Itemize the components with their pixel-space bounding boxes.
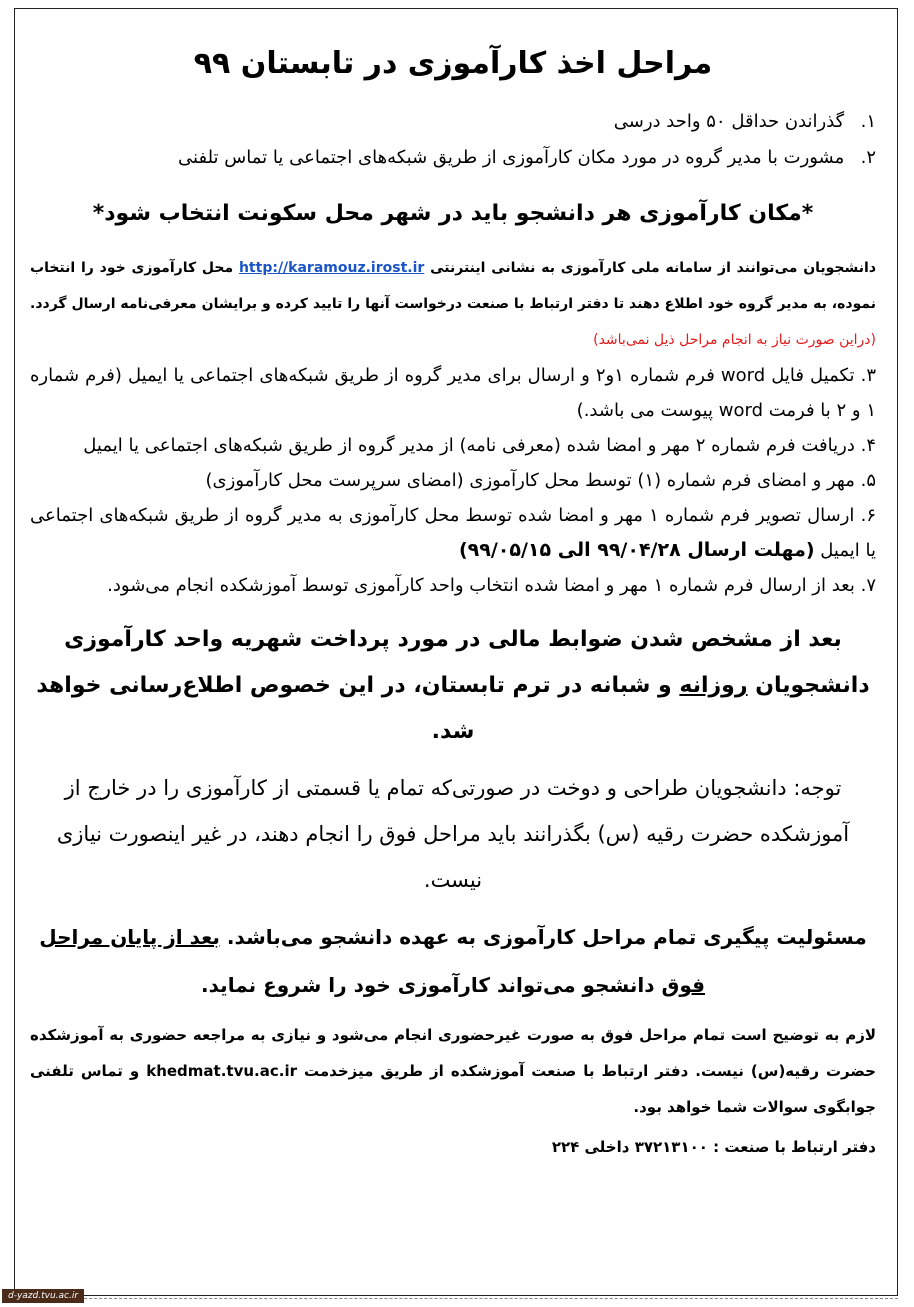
- location-headline: *مکان کارآموزی هر دانشجو باید در شهر محل سکونت انتخاب شود*: [92, 201, 814, 226]
- service-site-link[interactable]: khedmat.tvu.ac.ir: [146, 1062, 297, 1080]
- final-paragraph: [30, 1017, 876, 1125]
- step-text: مشورت با مدیر گروه در مورد مکان کارآموزی از طریق شبکه‌های اجتماعی یا تماس تلفنی: [178, 147, 845, 168]
- bottom-divider: [14, 1298, 898, 1299]
- document-body: [30, 14, 876, 1165]
- responsibility-underlined: بعد از پایان مراحل فوق: [39, 925, 705, 997]
- financial-underlined: روزانه: [679, 673, 748, 698]
- step-text: ارسال تصویر فرم شماره ۱ مهر و امضا شده توسط محل کارآموزی به مدیر گروه از طریق شبکه‌های اجتماعی یا ایمیل: [30, 505, 876, 561]
- portal-paragraph: [30, 250, 876, 358]
- responsibility-text-end: دانشجو می‌تواند کارآموزی خود را شروع نماید.: [201, 973, 655, 997]
- step-2: [30, 140, 876, 176]
- portal-link[interactable]: http://karamouz.irost.ir: [238, 260, 425, 276]
- step-3: [30, 358, 876, 428]
- step-number: ۷.: [860, 575, 876, 596]
- portal-text-after: محل کارآموزی خود را انتخاب نموده، به مدیر گروه خود اطلاع دهند تا دفتر ارتباط با صنعت درخواست آنها را تایید کرده و برایشان معرفی‌نامه ارسال گردد.: [30, 260, 876, 312]
- final-text: لازم به توضیح است تمام مراحل فوق به صورت غیرحضوری انجام می‌شود و نیازی به مراجعه حضوری به آموزشکده حضرت رقیه(س) نیست. دفتر ارتباط با صنعت آموزشکده از طریق میزخدمت: [30, 1026, 876, 1080]
- deadline-text: (مهلت ارسال ۹۹/۰۴/۲۸ الی ۹۹/۰۵/۱۵): [458, 539, 815, 561]
- step-number: ۶.: [860, 505, 876, 526]
- responsibility-notice: [30, 913, 876, 1009]
- page-title: مراحل اخذ کارآموزی در تابستان ۹۹: [193, 46, 713, 81]
- portal-red-note: (دراین صورت نیاز به انجام مراحل ذیل نمی‌باشد): [593, 332, 876, 348]
- step-number: ۵.: [860, 470, 876, 491]
- step-text: گذراندن حداقل ۵۰ واحد درسی: [613, 111, 845, 132]
- financial-text-end: و شبانه در ترم تابستان، در این خصوص اطلاع‌رسانی خواهد شد.: [36, 673, 672, 744]
- step-5: [30, 463, 876, 498]
- step-1: [30, 104, 876, 140]
- step-text: مهر و امضای فرم شماره (۱) توسط محل کارآموزی (امضای سرپرست محل کارآموزی): [205, 470, 855, 491]
- financial-notice: [30, 617, 876, 755]
- contact-line: دفتر ارتباط با صنعت : ۳۷۲۱۳۱۰۰ داخلی ۲۲۴: [551, 1138, 876, 1156]
- step-text: تکمیل فایل word فرم شماره ۱و۲ و ارسال برای مدیر گروه از طریق شبکه‌های اجتماعی یا ایمیل (فرم شماره ۱ و ۲ با فرمت word پیوست می باشد.): [30, 365, 876, 421]
- step-number: ۱.: [860, 111, 876, 132]
- step-6: [30, 498, 876, 568]
- step-text: دریافت فرم شماره ۲ مهر و امضا شده (معرفی نامه) از مدیر گروه از طریق شبکه‌های اجتماعی یا ایمیل: [83, 435, 855, 456]
- step-text: بعد از ارسال فرم شماره ۱ مهر و امضا شده انتخاب واحد کارآموزی توسط آموزشکده انجام می‌شود.: [107, 575, 855, 596]
- step-number: ۴.: [860, 435, 876, 456]
- step-number: ۳.: [860, 365, 876, 386]
- step-number: ۲.: [860, 147, 876, 168]
- step-4: [30, 428, 876, 463]
- responsibility-text: مسئولیت پیگیری تمام مراحل کارآموزی به عهده دانشجو می‌باشد.: [226, 925, 867, 949]
- financial-text: بعد از مشخص شدن ضوابط مالی در مورد پرداخت شهریه واحد کارآموزی دانشجویان: [64, 627, 870, 698]
- portal-text-before: دانشجویان می‌توانند از سامانه ملی کارآموزی به نشانی اینترنتی: [430, 260, 877, 276]
- design-students-note: توجه: دانشجویان طراحی و دوخت در صورتی‌که تمام یا قسمتی از کارآموزی را در خارج از آموزشکده حضرت رقیه (س) بگذرانند باید مراحل فوق را انجام دهند، در غیر اینصورت نیازی نیست.: [56, 776, 850, 892]
- final-text-end: و تماس تلفنی جوابگوی سوالات شما خواهد بود.: [30, 1062, 876, 1116]
- watermark-badge: d-yazd.tvu.ac.ir: [2, 1289, 84, 1303]
- step-7: [30, 568, 876, 603]
